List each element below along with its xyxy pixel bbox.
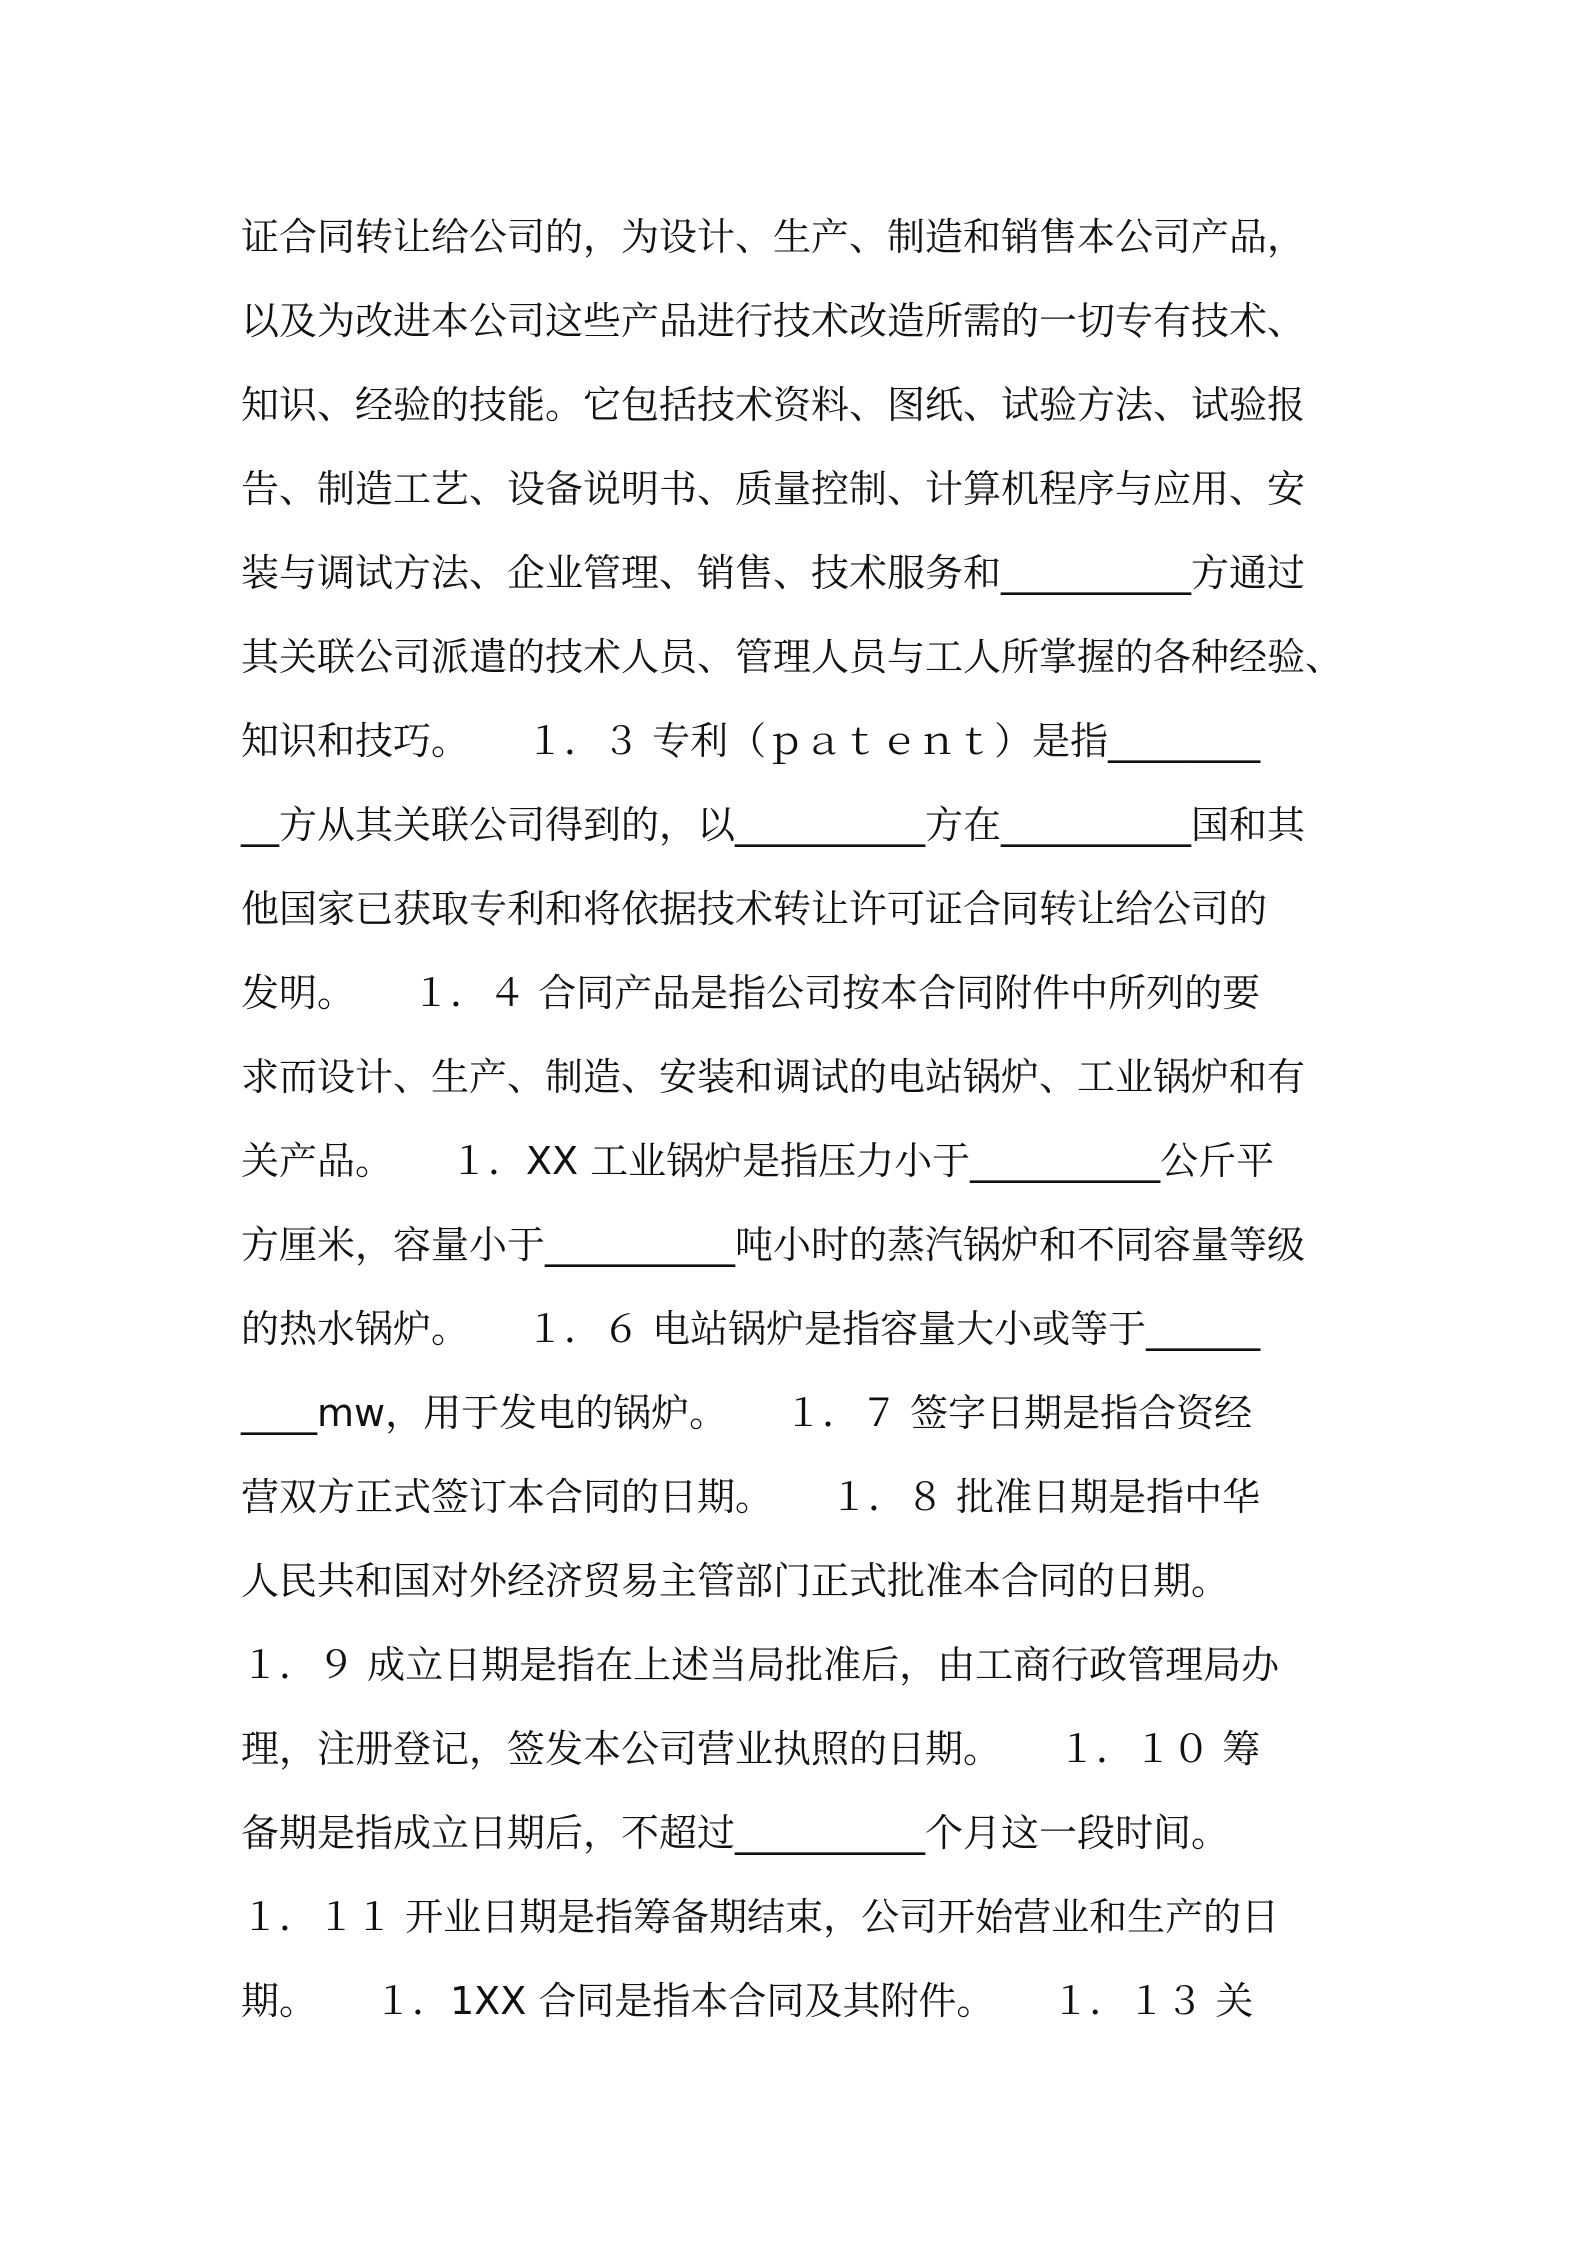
text-line: 其关联公司派遣的技术人员、管理人员与工人所掌握的各种经验、 <box>241 635 1344 679</box>
text-line: 关产品。 １．XX 工业锅炉是指压力小于__________公斤平 <box>241 1139 1275 1183</box>
text-line: 人民共和国对外经济贸易主管部门正式批准本合同的日期。 <box>241 1559 1230 1603</box>
text-line: 求而设计、生产、制造、安装和调试的电站锅炉、工业锅炉和有 <box>241 1055 1306 1099</box>
text-line: 知识和技巧。 １．３ 专利（ｐａｔｅｎｔ）是指________ <box>241 719 1261 763</box>
text-line: １．１１ 开业日期是指筹备期结束，公司开始营业和生产的日 <box>241 1895 1280 1939</box>
text-line: 发明。 １．４ 合同产品是指公司按本合同附件中所列的要 <box>241 971 1261 1015</box>
document-body <box>241 195 1366 2043</box>
text-line: 以及为改进本公司这些产品进行技术改造所需的一切专有技术、 <box>241 299 1306 343</box>
text-line: 的热水锅炉。 １．６ 电站锅炉是指容量大小或等于______ <box>241 1307 1261 1351</box>
text-line: 知识、经验的技能。它包括技术资料、图纸、试验方法、试验报 <box>241 383 1306 427</box>
text-line: 他国家已获取专利和将依据技术转让许可证合同转让给公司的 <box>241 887 1268 931</box>
text-line: ____mw，用于发电的锅炉。 １．７ 签字日期是指合资经 <box>241 1391 1253 1435</box>
text-line: 营双方正式签订本合同的日期。 １．８ 批准日期是指中华 <box>241 1475 1261 1519</box>
text-line: 期。 １．1XX 合同是指本合同及其附件。 １．１３ 关 <box>241 1979 1254 2023</box>
text-line: 理，注册登记，签发本公司营业执照的日期。 １．１０ 筹 <box>241 1727 1261 1771</box>
text-line: １．９ 成立日期是指在上述当局批准后，由工商行政管理局办 <box>241 1643 1280 1687</box>
text-line: 备期是指成立日期后，不超过__________个月这一段时间。 <box>241 1811 1230 1855</box>
text-line: 证合同转让给公司的，为设计、生产、制造和销售本公司产品， <box>241 215 1306 259</box>
text-line: 方厘米，容量小于__________吨小时的蒸汽锅炉和不同容量等级 <box>241 1223 1306 1267</box>
text-line: 装与调试方法、企业管理、销售、技术服务和__________方通过 <box>241 551 1306 595</box>
text-line: 告、制造工艺、设备说明书、质量控制、计算机程序与应用、安 <box>241 467 1306 511</box>
text-line: __方从其关联公司得到的，以__________方在__________国和其 <box>241 803 1306 847</box>
